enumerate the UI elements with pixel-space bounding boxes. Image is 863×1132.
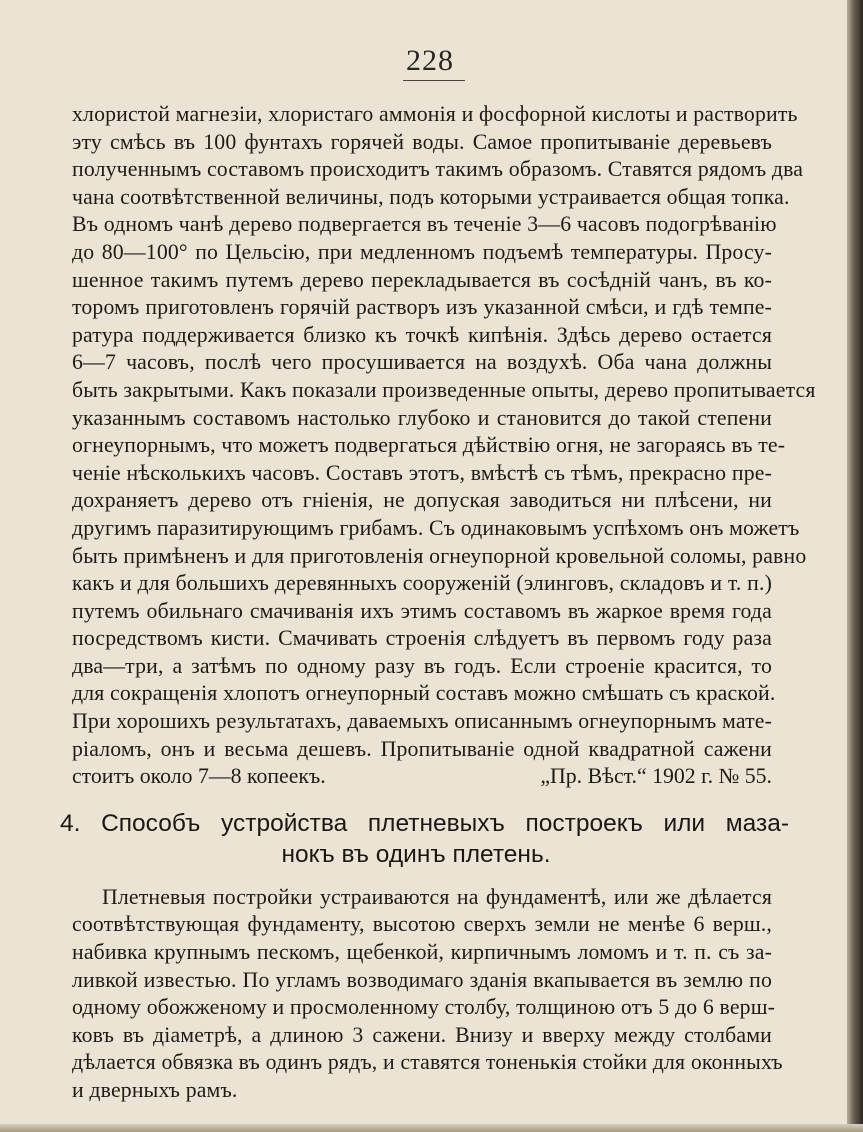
paragraph-fireproofing xyxy=(72,101,816,763)
text-line: эту смѣсь въ 100 фунтахъ горячей воды. Самое пропитываніе деревьевъ xyxy=(72,129,772,154)
page-bottom-edge xyxy=(0,1124,863,1132)
text-line: набивка крупнымъ пескомъ, щебенкой, кирпичнымъ ломомъ и т. п. съ за- xyxy=(72,940,772,965)
text-line: соотвѣтствующая фундаменту, высотою сверхъ земли не менѣе 6 верш., xyxy=(72,912,772,937)
text-line: дохраняетъ дерево отъ гніенія, не допуская заводиться ни плѣсени, ни xyxy=(72,488,772,513)
text-line: торомъ приготовленъ горячій растворъ изъ указанной смѣси, и гдѣ темпе- xyxy=(72,295,772,320)
text-line: огнеупорнымъ, что можетъ подвергаться дѣйствію огня, не загораясь въ те- xyxy=(72,433,786,458)
page-number: 228 xyxy=(406,44,454,77)
page-binding-edge xyxy=(847,0,863,1132)
text-line: шенное такимъ путемъ дерево перекладывается въ сосѣдній чанъ, въ ко- xyxy=(72,267,772,292)
text-line: посредствомъ кисти. Смачивать строенія слѣдуетъ въ первомъ году раза xyxy=(72,626,772,651)
text-line: Плетневыя постройки устраиваются на фундаментѣ, или же дѣлается xyxy=(102,884,772,909)
source-citation: „Пр. Вѣст.“ 1902 г. № 55. xyxy=(540,764,772,789)
text-line: для сокращенія хлопотъ огнеупорный составъ можно смѣшать съ краской. xyxy=(72,681,776,706)
text-line: хлористой магнезіи, хлористаго аммонія и фосфорной кислоты и растворить xyxy=(72,102,798,126)
section-heading-line: нокъ въ одинъ плетень. xyxy=(281,840,551,868)
text-line: другимъ паразитирующимъ грибамъ. Съ одинаковымъ успѣхомъ онъ можетъ xyxy=(72,515,800,540)
text-line: ріаломъ, онъ и весьма дешевъ. Пропитываніе одной квадратной сажени xyxy=(72,736,772,761)
text-line: указаннымъ составомъ настолько глубоко и становится до такой степени xyxy=(72,405,772,430)
paragraph-wattle-buildings xyxy=(72,884,783,1105)
text-line: какъ и для большихъ деревянныхъ сооруженій (элинговъ, складовъ и т. п.) xyxy=(72,571,772,596)
text-line: до 80—100° по Цельсію, при медленномъ подъемѣ температуры. Просу- xyxy=(72,239,772,264)
text-line: и дверныхъ рамъ. xyxy=(72,1078,238,1102)
text-line: ратура поддерживается близко къ точкѣ кипѣнія. Здѣсь дерево остается xyxy=(72,322,772,347)
page-content xyxy=(60,101,816,1105)
text-line: дѣлается обвязка въ одинъ рядъ, и ставятся тоненькія стойки для оконныхъ xyxy=(72,1050,783,1075)
section-heading xyxy=(60,808,789,870)
text-line: полученнымъ составомъ происходитъ такимъ образомъ. Ставятся рядомъ два xyxy=(72,157,804,182)
text-line: 6—7 часовъ, послѣ чего просушивается на воздухѣ. Оба чана должны xyxy=(72,350,772,375)
text-line: При хорошихъ результатахъ, даваемыхъ описаннымъ огнеупорнымъ мате- xyxy=(72,709,772,734)
text-line: чана соотвѣтственной величины, подъ которыми устраивается общая топка. xyxy=(72,184,790,209)
text-line: два—три, а затѣмъ по одному разу въ годъ. Если строеніе красится, то xyxy=(72,653,772,678)
text-line: ливкой известью. По угламъ возводимаго зданія вкапывается въ землю по xyxy=(72,967,772,992)
text-line: быть закрытыми. Какъ показали произведенные опыты, дерево пропитывается xyxy=(72,377,816,402)
text-line: ченіе нѣсколькихъ часовъ. Составъ этотъ, вмѣстѣ съ тѣмъ, прекрасно пре- xyxy=(72,460,772,485)
text-line: путемъ обильнаго смачиванія ихъ этимъ составомъ въ жаркое время года xyxy=(72,598,772,623)
paragraph-last-text: стоитъ около 7—8 копеекъ. xyxy=(72,764,326,789)
page-number-rule xyxy=(403,80,465,81)
paragraph-last-line xyxy=(72,763,772,791)
text-line: быть примѣненъ и для приготовленія огнеупорной кровельной соломы, равно xyxy=(72,543,807,568)
text-line: ковъ въ діаметрѣ, а длиною 3 сажени. Внизу и вверху между столбами xyxy=(72,1022,772,1047)
section-heading-line: 4. Способъ устройства плетневыхъ построекъ или маза- xyxy=(60,809,789,837)
text-line: Въ одномъ чанѣ дерево подвергается въ теченіе 3—6 часовъ подогрѣванію xyxy=(72,212,777,237)
text-line: одному обожженому и просмоленному столбу, толщиною отъ 5 до 6 верш- xyxy=(72,995,776,1020)
